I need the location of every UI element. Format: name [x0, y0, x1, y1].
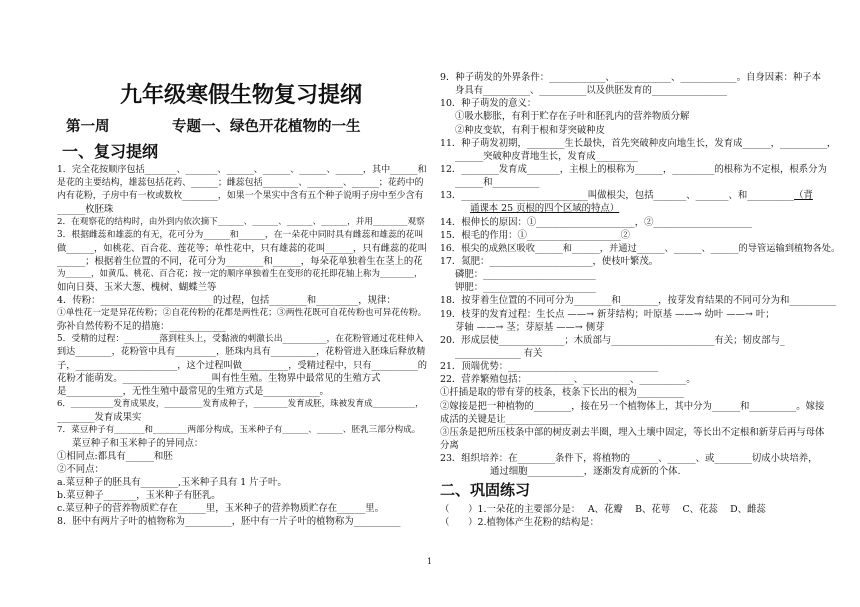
right-text-line [440, 189, 842, 202]
left-text-line: 到达________，花粉管中具有_________，胚珠内具有__________，花粉管进入胚珠后释放精 [57, 347, 426, 357]
left-text-line: 6．__________发育成果皮，_________发育成种子，________发育成胚，珠被发育成__________， [57, 399, 424, 409]
right-text-line: 19．枝芽的发育过程：生长点 ——→ 新芽结构；叶原基 ——→ 幼叶 ——→ 叶； [440, 308, 775, 320]
right-text-line: 20．形成层使______________；木质部与______________________有关；韧皮部与_ [440, 334, 785, 346]
section-review-outline-heading: 一、复习提纲 [62, 142, 159, 161]
right-text-line: ②嫁接是把一种植物的________，接在另一个植物体上，其中分为______和__________。嫁接 [440, 400, 825, 412]
right-text-line: 9．种子萌发的外界条件：____________、____________、____________。自身因素：种子本 [440, 72, 821, 83]
left-text-line: 3．根据雌蕊和雄蕊的有无，花可分为______和______，在一朵花中同时具有雌蕊和雄蕊的花叫 [57, 230, 424, 240]
right-text-line: 芽轴 ——→ 茎；芽原基 ——→ 侧芽 [455, 321, 605, 333]
right-text-line: ______________ 有关 [455, 347, 543, 359]
left-text-line: 菜豆种子和玉米种子的异同点： [72, 438, 204, 449]
right-text-line: 身具有__________、__________以及供胚发育的________________ [455, 85, 727, 97]
right-text-line: 分离 [440, 439, 459, 451]
left-text-line: ①相同点:都具有______和胚 [57, 451, 173, 462]
left-text-line: 1．完全花按顺序包括_______、_______、______、______、______、______，其中______和 [57, 165, 427, 175]
left-text-line: a.菜豆种子的胚具有________,玉米种子具有 1 片子叶。 [57, 477, 287, 488]
left-text-line: 4．传粉：________________________的过程，包括________和_________，规律： [57, 295, 396, 306]
left-text-line: 弥补自然传粉不足的措施：____________ [57, 321, 226, 332]
right-text-line: 21．顶端优势：________________________________ [440, 361, 659, 373]
left-text-line: ①单性花一定是异花传粉；②自花传粉的花都是两性花；③两性花既可自花传粉也可异花传粉。 [57, 308, 427, 318]
right-text-line: 22．营养繁殖包括：__________、__________、__________。 [440, 374, 696, 386]
right-text-line-main: 13．___________________________叫做根尖，包括_______、_______、和__________ [440, 190, 795, 202]
week-label: 第一周 [66, 118, 110, 135]
left-text-line: 是____________，无性生殖中最常见的生殖方式是____________。 [57, 386, 329, 397]
right-text-line: 17．氮肥：______________________，使枝叶繁茂。 [440, 255, 659, 267]
left-text-line: 内有花粉，子房中有一枚或数枚________，如果一个果实中含有五个种子说明子房中至少含有 [57, 191, 424, 201]
recite-note: 诵课本 25 页根的四个区域的特点） [470, 203, 620, 215]
practice-question: （ ）2.植物体产生花粉的结构是： [440, 517, 599, 528]
page-number: 1 [427, 557, 433, 566]
left-text-line: 7．菜豆种子有_______和________两部分构成，玉米种子有______、______、胚乳三部分构成。 [57, 425, 421, 435]
right-text-line: 磷肥：________________________ [455, 269, 596, 281]
right-text-line: ______突破种皮背地生长，发育成_________ [455, 150, 638, 162]
right-text-line: 16．根尖的成熟区吸收______和______，并通过______、______、______的导管运输到植物各处。 [440, 242, 841, 254]
right-text-line: 成活的关键是让______________ [440, 413, 572, 425]
right-text-line: 11．种子萌发初期，________生长最快，首先突破种皮向地生长，发育成______，__________， [440, 137, 837, 149]
practice-questions [440, 503, 842, 529]
left-text-line: 花粉才能萌发。___________________叫有性生殖。生物界中最常见的生殖方式 [57, 373, 381, 384]
left-text-line: 8．胚中有两片子叶的植物称为__________，胚中有一片子叶的植物称为__________ [57, 516, 401, 527]
right-text-line: 14．根伸长的原因：①_____________________，②_____________________ [440, 216, 752, 228]
right-text-line: ③压条是把所压枝条中部的树皮剥去半圈，埋入土壤中固定，等长出不定根和新芽后再与母体 [440, 426, 825, 438]
left-text-line: ______枚胚珠 [57, 204, 114, 215]
right-text-line: 通过细胞____________，逐渐发育成新的个体. [490, 466, 681, 478]
left-text-line: ______；根据着生位置的不同，花可分为________和______，每朵花单独着生在茎上的花 [57, 256, 423, 267]
practice-question: （ ）1.一朵花的主要部分是： A、花瓣 B、花萼 C、花蕊 D、雌蕊 [440, 504, 766, 515]
left-text-line: ②不同点： [57, 464, 104, 475]
left-text-line: 为______，如黄瓜、桃花、百合花；按一定的顺序单独着生在变形的花托即花轴上称为________， [57, 269, 423, 279]
left-text-line: 是花的主要结构，雄蕊包括花药、______；雌蕊包括________、________、______；花药中的 [57, 178, 424, 188]
right-text-line: 12．________发育成_______，主根上的根称为______，_________的根称为不定根，根系分为 [440, 163, 827, 175]
right-text-line: ②种皮变软，有利于根和芽突破种皮 [455, 124, 606, 136]
right-text-line: 23．组织培养：在________条件下，将植物的______、______、或________切成小块培养， [440, 453, 818, 465]
left-text-line: b.菜豆种子_______，玉米种子有胚乳。 [57, 490, 221, 501]
left-text-line: ________发育成果实 [57, 412, 142, 423]
right-text-line: ______和__________ [455, 177, 540, 189]
right-text-line: ①吸水膨胀，有利于贮存在子叶和胚乳内的营养物质分解 [455, 111, 690, 123]
right-text-line: 10．种子萌发的意义： [440, 98, 537, 110]
left-text-line: 5．受精的过程：________落到柱头上，受黏液的刺激长出__________，在花粉管通过花柱伸入 [57, 334, 424, 344]
right-column [440, 71, 842, 478]
left-text-line: 如向日葵、玉米大葱、槐树、蝴蝶兰等 [57, 282, 217, 293]
right-text-line: 15．根毛的作用：①____________________② [440, 229, 631, 241]
left-text-line: 2．在观察花的结构时，由外到内依次摘下______、______、______、______，并用________观察 [57, 217, 425, 227]
document-title: 九年级寒假生物复习提纲 [119, 82, 362, 108]
left-column [57, 164, 427, 528]
right-text-line: 钾肥：________________________ [455, 282, 596, 294]
left-text-line: 做______，如桃花、百合花、莲花等；单性花中，只有雄蕊的花叫______，只有雌蕊的花叫 [57, 243, 427, 254]
topic-heading: 专题一、绿色开花植物的一生 [172, 118, 361, 135]
recite-note-start: （背 [794, 190, 813, 202]
left-text-line: 子，______________________，这个过程叫做__________，受精过程中，只有__________的 [57, 360, 427, 371]
right-text-line: ①扦插是取的带有芽的枝条，枝条下长出的根为__________ [440, 387, 684, 399]
left-text-line: c.菜豆种子的营养物质贮存在______里，玉米种子的营养物质贮存在______里。 [57, 503, 384, 514]
right-text-line: 18．按芽着生位置的不同可分为________和________，按芽发育结果的不同可分为和__________ [440, 295, 837, 307]
section-practice-heading: 二、巩固练习 [440, 481, 531, 499]
